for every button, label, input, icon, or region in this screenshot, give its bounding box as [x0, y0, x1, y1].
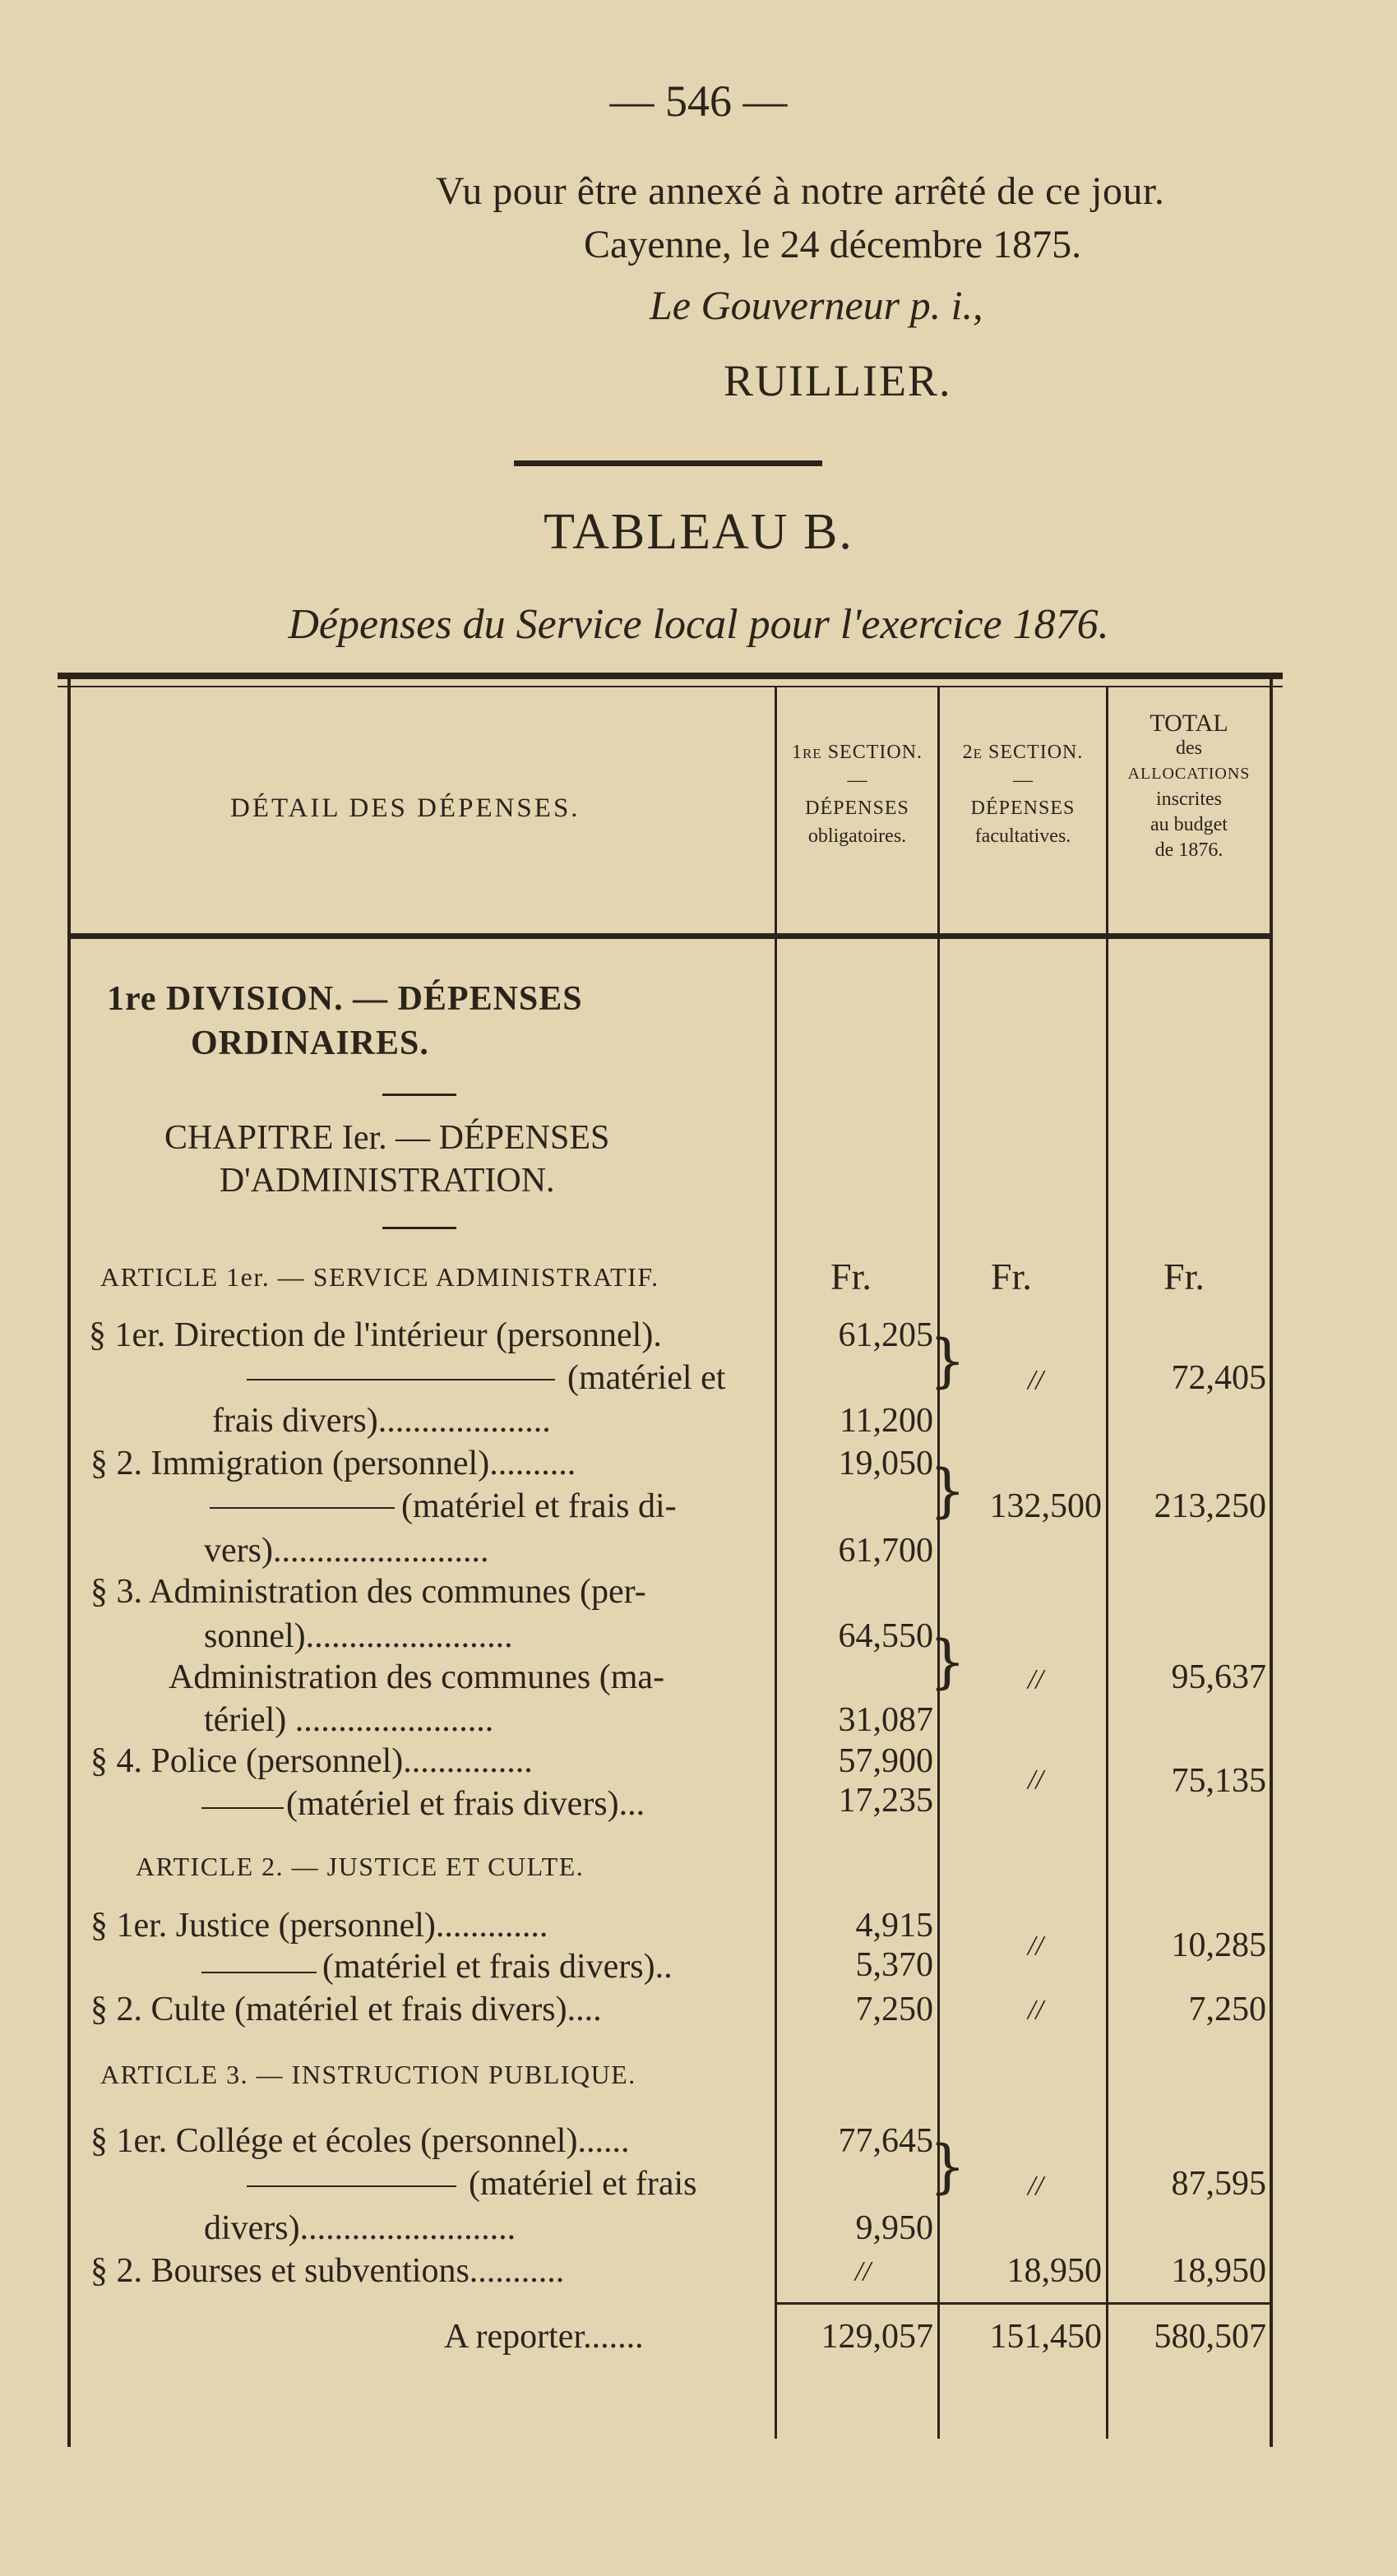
article-heading: ARTICLE 1er. — SERVICE ADMINISTRATIF. — [100, 1262, 659, 1292]
value-total: 213,250 — [1154, 1487, 1266, 1525]
header-line: — — [1013, 770, 1033, 791]
article-heading: ARTICLE 2. — JUSTICE ET CULTE. — [136, 1852, 585, 1881]
value-sec1: 31,087 — [838, 1701, 933, 1739]
chapter-heading — [164, 1117, 609, 1202]
table-right-border — [1270, 679, 1273, 2447]
ditto-rule — [247, 1379, 555, 1380]
divider — [514, 460, 822, 466]
chapter-line: CHAPITRE Ier. — DÉPENSES — [164, 1119, 610, 1157]
table-subtitle: Dépenses du Service local pour l'exercice 1876. — [288, 601, 1109, 648]
row-label: vers)......................... — [204, 1532, 489, 1570]
row-label: (matériel et frais divers).. — [322, 1948, 673, 1986]
currency-label: Fr. — [830, 1256, 872, 1297]
value-sec1: 61,205 — [838, 1316, 933, 1354]
value-total: 75,135 — [1171, 1762, 1266, 1800]
brace: } — [929, 1628, 966, 1695]
column-header-detail: DÉTAIL DES DÉPENSES. — [230, 793, 581, 823]
value-sec1: 64,550 — [838, 1617, 933, 1655]
short-rule — [382, 1094, 456, 1096]
value-total: 18,950 — [1171, 2252, 1266, 2290]
header-line: facultatives. — [974, 826, 1071, 847]
value-sec1: 19,050 — [838, 1445, 933, 1482]
division-line: ORDINAIRES. — [191, 1024, 429, 1062]
table-top-rule-thin — [58, 686, 1283, 687]
total-grand: 580,507 — [1154, 2318, 1266, 2356]
brace: } — [929, 1457, 966, 1524]
total-sec2: 151,450 — [989, 2318, 1102, 2356]
value-total: 87,595 — [1171, 2165, 1266, 2203]
value-sec1: 61,700 — [838, 1532, 933, 1570]
currency-label: Fr. — [1163, 1256, 1205, 1297]
value-sec1: 77,645 — [838, 2122, 933, 2160]
row-label: § 2. Bourses et subventions........... — [90, 2252, 565, 2290]
header-line: des — [1176, 738, 1202, 759]
value-sec2: 18,950 — [1006, 2252, 1102, 2290]
nil-mark: // — [1028, 1764, 1043, 1795]
value-sec1: 11,200 — [840, 1402, 933, 1440]
value-sec1: 57,900 — [838, 1742, 933, 1780]
row-label: tériel) ....................... — [204, 1701, 494, 1739]
row-label: § 1er. Collége et écoles (personnel)...... — [90, 2122, 630, 2160]
table-title: TABLEAU B. — [544, 504, 853, 560]
row-label: frais divers).................... — [212, 1402, 551, 1440]
brace: } — [929, 1327, 966, 1394]
header-line: obligatoires. — [807, 826, 907, 847]
ditto-rule — [201, 1807, 284, 1809]
ditto-rule — [247, 2185, 456, 2187]
column-header-total — [1108, 710, 1270, 863]
row-label: Administration des communes (ma- — [169, 1658, 665, 1696]
row-label: § 1er. Justice (personnel)............. — [90, 1907, 548, 1945]
place-date: Cayenne, le 24 décembre 1875. — [584, 223, 1082, 266]
value-sec1: 4,915 — [855, 1907, 933, 1945]
short-rule — [382, 1227, 456, 1229]
value-total: 10,285 — [1171, 1926, 1266, 1964]
annex-line: Vu pour être annexé à notre arrêté de ce jour. — [436, 169, 1165, 213]
column-header-section-2 — [940, 738, 1106, 850]
currency-label: Fr. — [991, 1256, 1032, 1297]
header-line: 2e SECTION. — [962, 742, 1084, 763]
row-label: divers)......................... — [204, 2209, 516, 2247]
carry-forward-label: A reporter....... — [444, 2318, 644, 2356]
value-sec1: 7,250 — [855, 1991, 933, 2028]
header-line: ALLOCATIONS — [1127, 765, 1251, 783]
table-top-rule — [58, 673, 1283, 679]
header-line: TOTAL — [1150, 710, 1228, 737]
header-line: DÉPENSES — [970, 798, 1076, 819]
header-rule — [71, 933, 1270, 939]
table-left-border — [67, 679, 71, 2447]
nil-mark: // — [1028, 1995, 1043, 2025]
column-header-section-1 — [777, 738, 937, 850]
nil-mark: // — [1028, 1931, 1043, 1961]
article-heading: ARTICLE 3. — INSTRUCTION PUBLIQUE. — [100, 2060, 636, 2089]
value-total: 95,637 — [1171, 1658, 1266, 1696]
nil-mark: // — [1028, 1365, 1043, 1395]
row-label: (matériel et frais — [469, 2165, 697, 2203]
header-line: — — [847, 770, 867, 791]
row-label: (matériel et frais di- — [401, 1487, 677, 1525]
signature: RUILLIER. — [724, 356, 952, 405]
page-number: — 546 — — [609, 76, 788, 126]
ditto-rule — [201, 1972, 317, 1973]
header-line: au budget — [1150, 814, 1228, 835]
value-sec1: 9,950 — [855, 2209, 933, 2247]
header-line: de 1876. — [1154, 839, 1224, 861]
row-label: (matériel et — [567, 1359, 726, 1397]
value-total: 7,250 — [1188, 1991, 1266, 2028]
row-label: § 2. Culte (matériel et frais divers).... — [90, 1991, 602, 2028]
brace: } — [929, 2133, 966, 2200]
nil-mark: // — [1028, 1664, 1043, 1695]
row-label: (matériel et frais divers)... — [286, 1785, 645, 1823]
value-sec1: 5,370 — [855, 1946, 933, 1984]
division-line: 1re DIVISION. — DÉPENSES — [107, 980, 583, 1018]
governor-line: Le Gouverneur p. i., — [650, 282, 983, 328]
value-sec2: 132,500 — [989, 1487, 1102, 1525]
header-line: inscrites — [1156, 789, 1222, 810]
column-divider — [1106, 687, 1108, 2439]
ditto-rule — [210, 1507, 395, 1509]
total-sec1: 129,057 — [821, 2318, 933, 2356]
row-label: § 4. Police (personnel)............... — [90, 1742, 533, 1780]
row-label: sonnel)........................ — [204, 1617, 513, 1655]
division-heading — [107, 977, 583, 1066]
value-total: 72,405 — [1171, 1359, 1266, 1397]
value-sec1: 17,235 — [838, 1782, 933, 1820]
row-label: § 3. Administration des communes (per- — [90, 1573, 646, 1611]
header-line: DÉPENSES — [805, 798, 909, 819]
total-rule — [777, 2302, 1270, 2305]
header-line: 1re SECTION. — [791, 742, 923, 763]
nil-mark: // — [1028, 2171, 1043, 2201]
nil-mark: // — [855, 2256, 871, 2287]
column-divider — [775, 687, 777, 2439]
row-label: § 2. Immigration (personnel).......... — [90, 1445, 576, 1482]
chapter-line: D'ADMINISTRATION. — [219, 1162, 555, 1200]
row-label: § 1er. Direction de l'intérieur (personnel). — [89, 1316, 662, 1354]
